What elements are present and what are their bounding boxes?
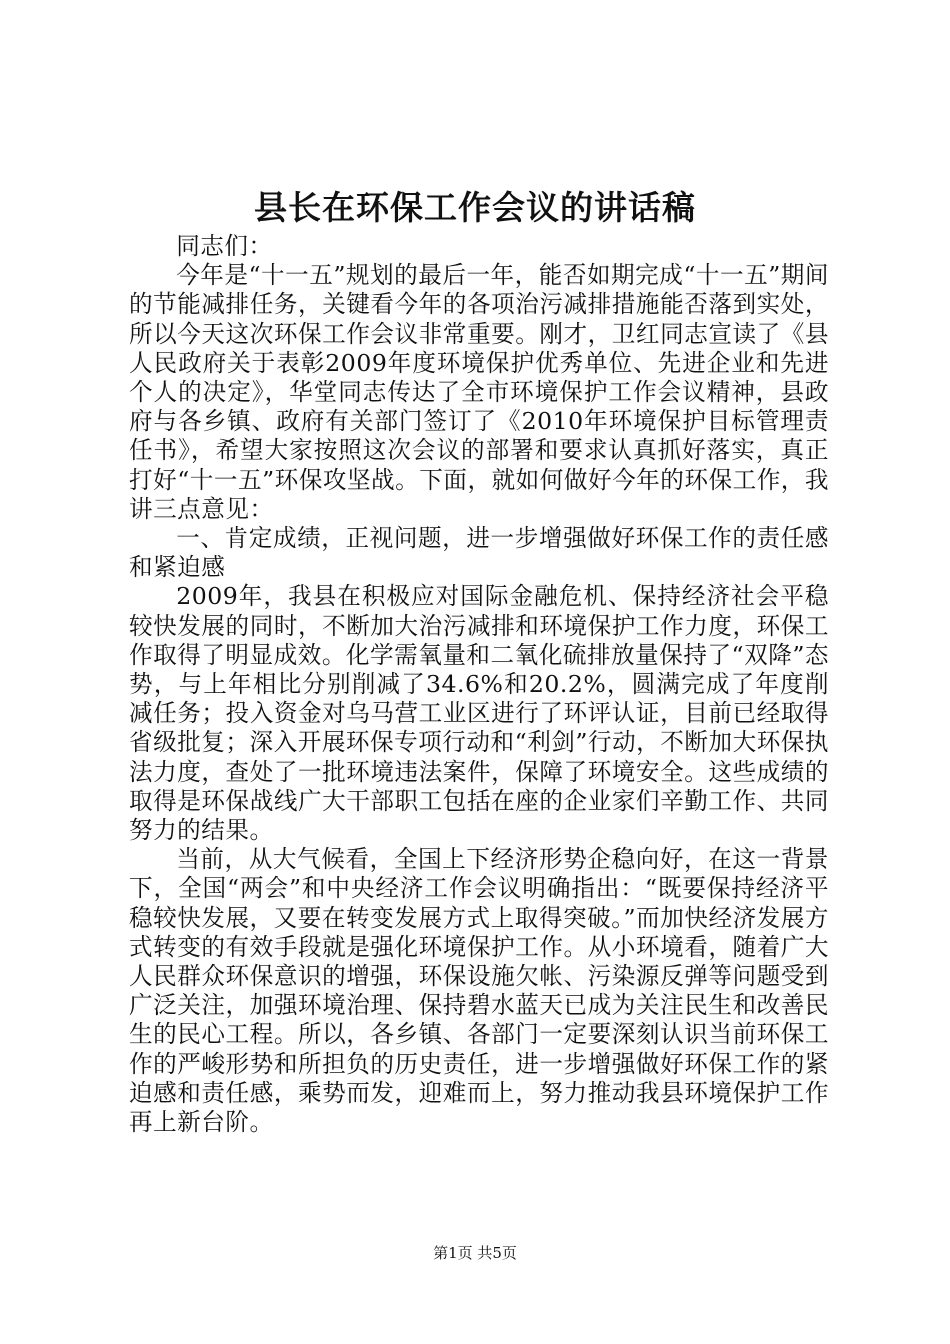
- achievements-paragraph: 2009年，我县在积极应对国际金融危机、保持经济社会平稳较快发展的同时，不断加大治污减排和环境保护工作力度，环保工作取得了明显成效。化学需氧量和二氧化硫排放量保持了“双降”态势，与上年相比分别削减了34.6%和20.2%，圆满完成了年度削减任务；投入资金对乌马营工业区进行了环评认证，目前已经取得省级批复；深入开展环保专项行动和“利剑”行动，不断加大环保执法力度，查处了一批环境违法案件，保障了环境安全。这些成绩的取得是环保战线广大干部职工包括在座的企业家们辛勤工作、共同努力的结果。: [129, 582, 829, 845]
- document-body: [129, 232, 829, 1137]
- page-number-footer: 第1页 共5页: [433, 1244, 517, 1262]
- intro-paragraph: 今年是“十一五”规划的最后一年，能否如期完成“十一五”期间的节能减排任务，关键看今年的各项治污减排措施能否落到实处，所以今天这次环保工作会议非常重要。刚才，卫红同志宣读了《县人民政府关于表彰2009年度环境保护优秀单位、先进企业和先进个人的决定》，华堂同志传达了全市环境保护工作会议精神，县政府与各乡镇、政府有关部门签订了《2010年环境保护目标管理责任书》，希望大家按照这次会议的部署和要求认真抓好落实，真正打好“十一五”环保攻坚战。下面，就如何做好今年的环保工作，我讲三点意见：: [129, 261, 829, 523]
- salutation-paragraph: 同志们：: [176, 232, 273, 260]
- section-heading: 一、肯定成绩，正视问题，进一步增强做好环保工作的责任感和紧迫感: [129, 524, 829, 582]
- situation-paragraph: 当前，从大气候看，全国上下经济形势企稳向好，在这一背景下，全国“两会”和中央经济工作会议明确指出：“既要保持经济平稳较快发展，又要在转变发展方式上取得突破。”而加快经济发展方式转变的有效手段就是强化环境保护工作。从小环境看，随着广大人民群众环保意识的增强，环保设施欠帐、污染源反弹等问题受到广泛关注，加强环境治理、保持碧水蓝天已成为关注民生和改善民生的民心工程。所以，各乡镇、各部门一定要深刻认识当前环保工作的严峻形势和所担负的历史责任，进一步增强做好环保工作的紧迫感和责任感，乘势而发，迎难而上，努力推动我县环境保护工作再上新台阶。: [129, 845, 829, 1137]
- document-title: 县长在环保工作会议的讲话稿: [254, 188, 696, 227]
